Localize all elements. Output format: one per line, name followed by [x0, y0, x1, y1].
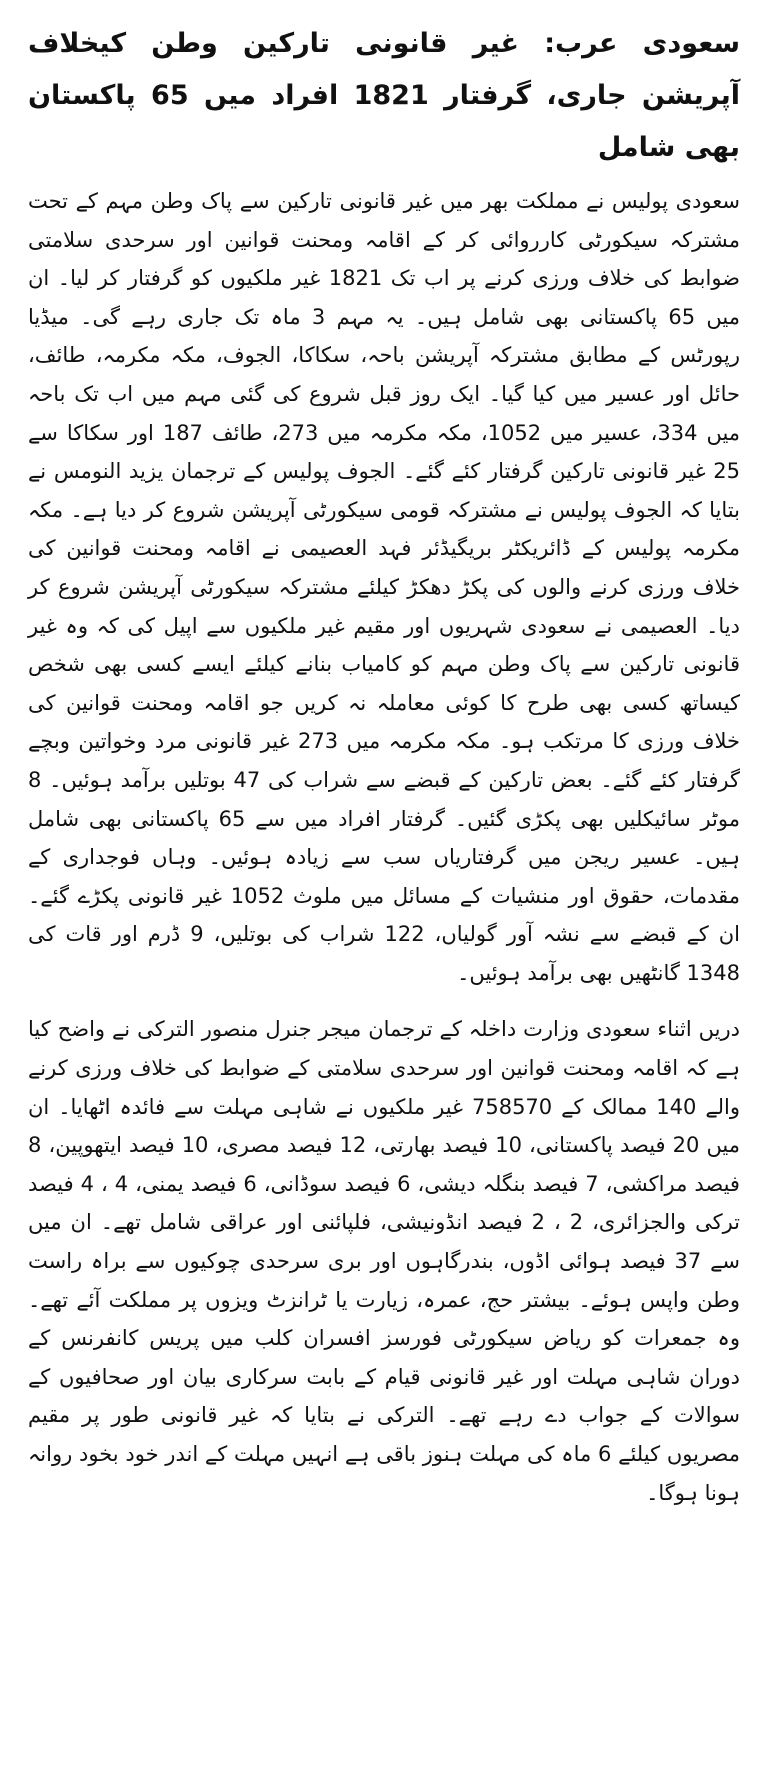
article — [28, 18, 740, 1512]
article-paragraph-2: دریں اثناء سعودی وزارت داخلہ کے ترجمان میجر جنرل منصور الترکی نے واضح کیا ہے کہ اقامہ ومحنت قوانین اور سرحدی سلامتی کے ضوابط کی خلاف ورزی کرنے والے 140 ممالک کے 758570 غیر ملکیوں نے شاہی مہلت سے فائدہ اٹھایا۔ ان میں 20 فیصد پاکستانی، 10 فیصد بھارتی، 12 فیصد مصری، 10 فیصد ایتھوپین، 8 فیصد مراکشی، 7 فیصد بنگلہ دیشی، 6 فیصد سوڈانی، 6 فیصد یمنی، 4 ، 4 فیصد ترکی والجزائری، 2 ، 2 فیصد انڈونیشی، فلپائنی اور عراقی شامل تھے۔ ان میں سے 37 فیصد ہوائی اڈوں، بندرگاہوں اور بری سرحدی چوکیوں سے براہ راست وطن واپس ہوئے۔ بیشتر حج، عمرہ، زیارت یا ٹرانزٹ ویزوں پر مملکت آئے تھے۔ وہ جمعرات کو ریاض سیکورٹی فورسز افسران کلب میں پریس کانفرنس کے دوران شاہی مہلت اور غیر قانونی قیام کے بابت سرکاری بیان اور صحافیوں کے سوالات کے جواب دے رہے تھے۔ الترکی نے بتایا کہ غیر قانونی طور پر مقیم مصریوں کیلئے 6 ماہ کی مہلت ہنوز باقی ہے انہیں مہلت کے اندر خود بخود روانہ ہونا ہوگا۔ — [28, 1017, 741, 1505]
article-headline: سعودی عرب: غیر قانونی تارکین وطن کیخلاف آپریشن جاری، گرفتار 1821 افراد میں 65 پاکستان بھی شامل — [28, 28, 741, 163]
article-paragraph-1: سعودی پولیس نے مملکت بھر میں غیر قانونی تارکین سے پاک وطن مہم کے تحت مشترکہ سیکورٹی کارروائی کر کے اقامہ ومحنت قوانین اور سرحدی سلامتی ضوابط کی خلاف ورزی کرنے پر اب تک 1821 غیر ملکیوں کو گرفتار کر لیا۔ ان میں 65 پاکستانی بھی شامل ہیں۔ یہ مہم 3 ماہ تک جاری رہے گی۔ میڈیا رپورٹس کے مطابق مشترکہ آپریشن باحہ، سکاکا، الجوف، مکہ مکرمہ، طائف، حائل اور عسیر میں کیا گیا۔ ایک روز قبل شروع کی گئی مہم میں اب تک باحہ میں 334، عسیر میں 1052، مکہ مکرمہ میں 273، طائف 187 اور سکاکا سے 25 غیر قانونی تارکین گرفتار کئے گئے۔ الجوف پولیس کے ترجمان یزید النومس نے بتایا کہ الجوف پولیس نے مشترکہ قومی سیکورٹی آپریشن شروع کر دیا ہے۔ مکہ مکرمہ پولیس کے ڈائریکٹر بریگیڈئر فہد العصیمی نے اقامہ ومحنت قوانین کی خلاف ورزی کرنے والوں کی پکڑ دھکڑ کیلئے مشترکہ سیکورٹی آپریشن شروع کر دیا۔ العصیمی نے سعودی شہریوں اور مقیم غیر ملکیوں سے اپیل کی کہ وہ غیر قانونی تارکین سے پاک وطن مہم کو کامیاب بنانے کیلئے ایسے کسی بھی شخص کیساتھ کسی بھی طرح کا کوئی معاملہ نہ کریں جو اقامہ ومحنت قوانین کی خلاف ورزی کا مرتکب ہو۔ مکہ مکرمہ میں 273 غیر قانونی مرد وخواتین وبچے گرفتار کئے گئے۔ بعض تارکین کے قبضے سے شراب کی 47 بوتلیں برآمد ہوئیں۔ 8 موٹر سائیکلیں بھی پکڑی گئیں۔ گرفتار افراد میں سے 65 پاکستانی بھی شامل ہیں۔ عسیر ریجن میں گرفتاریاں سب سے زیادہ ہوئیں۔ وہاں فوجداری کے مقدمات، حقوق اور منشیات کے مسائل میں ملوث 1052 غیر قانونی پکڑے گئے۔ ان کے قبضے سے نشہ آور گولیاں، 122 شراب کی بوتلیں، 9 ڈرم اور قات کی 1348 گانٹھیں بھی برآمد ہوئیں۔ — [28, 189, 741, 985]
